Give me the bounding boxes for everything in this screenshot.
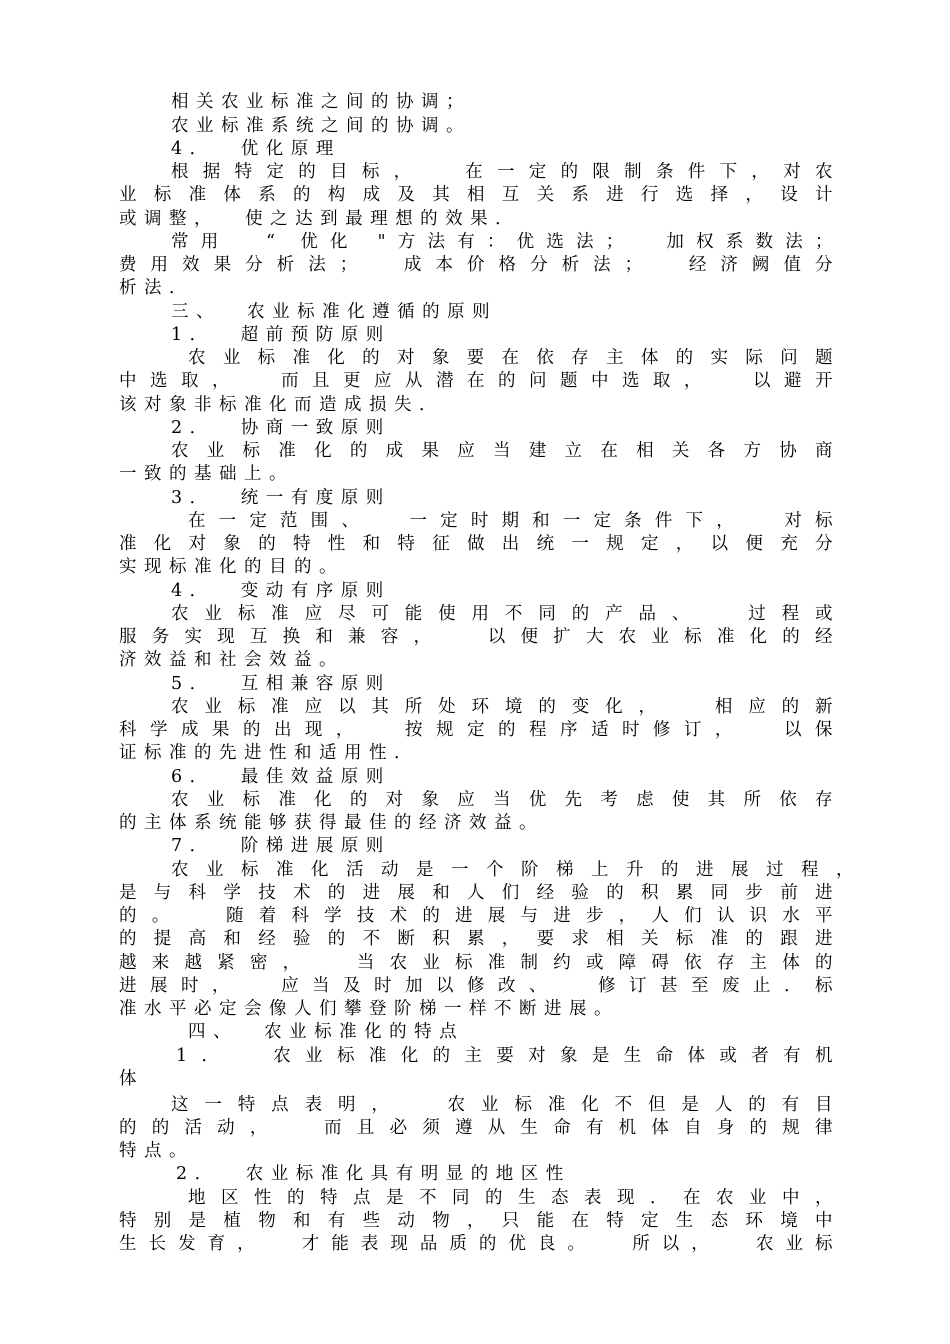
subsection-heading: 4． 变动有序原则 [171,581,391,601]
text-line: 体 [119,1069,144,1089]
section-heading: 4． 优化原理 [171,139,341,159]
text-line: 或调整， 使之达到最理想的效果． [119,209,521,229]
text-line: 地区性的特点是不同的生态表现．在农业中， [188,1188,840,1208]
text-line: 业标准体系的构成及其相互关系进行选择，设计 [119,185,840,205]
text-line: 常用 “ 优化 "方法有：优选法； 加权系数法； [171,232,840,252]
text-line: 进展时， 应当及时加以修改、 修订甚至废止．标 [119,976,840,996]
text-line: 证标准的先进性和适用性． [119,743,419,763]
text-line: 农业标准应尽可能使用不同的产品、 过程或 [171,604,840,624]
text-line: 特点。 [119,1141,194,1161]
text-line: 的提高和经验的不断积累，要求相关标准的跟进 [119,929,840,949]
text-line: 农业标准化的成果应当建立在相关各方协商 [171,441,840,461]
text-line: 济效益和社会效益。 [119,650,344,670]
text-line: 服务实现互换和兼容， 以便扩大农业标准化的经 [119,627,840,647]
subsection-heading: 2． 协商一致原则 [171,418,391,438]
text-line: 农业标准化的对象要在依存主体的实际问题 [188,348,840,368]
subsection-heading: 6． 最佳效益原则 [171,767,391,787]
section-heading: 三、 农业标准化遵循的原则 [171,302,498,322]
text-line: 准水平必定会像人们攀登阶梯一样不断进展。 [119,999,619,1019]
text-line: 准化对象的特性和特征做出统一规定，以便充分 [119,534,840,554]
text-line: 的主体系统能够获得最佳的经济效益。 [119,813,544,833]
subsection-heading: 3． 统一有度原则 [171,488,391,508]
subsection-heading: 7． 阶梯进展原则 [171,836,391,856]
text-line: 农业标准化的对象应当优先考虑使其所依存 [171,790,840,810]
text-line: 科学成果的出现， 按规定的程序适时修订， 以保 [119,720,840,740]
text-line: 的的活动， 而且必须遵从生命有机体自身的规律 [119,1118,840,1138]
text-line: 一致的基础上。 [119,464,294,484]
text-line: 中选取， 而且更应从潜在的问题中选取， 以避开 [119,371,840,391]
text-line: 根据特定的目标， 在一定的限制条件下，对农 [171,162,840,182]
subsection-heading: 2． 农业标准化具有明显的地区性 [176,1164,571,1184]
subsection-heading: 5． 互相兼容原则 [171,674,391,694]
text-line: 农业标准应以其所处环境的变化， 相应的新 [171,697,840,717]
text-line: 的。 随着科学技术的进展与进步，人们认识水平 [119,906,840,926]
text-line: 该对象非标准化而造成损失． [119,395,444,415]
text-line: 特别是植物和有些动物，只能在特定生态环境中 [119,1211,840,1231]
text-line: 是与科学技术的进展和人们经验的积累同步前进 [119,883,840,903]
text-line: 在一定范围、 一定时期和一定条件下， 对标 [188,511,840,531]
text-line: 越来越紧密， 当农业标准制约或障碍依存主体的 [119,953,840,973]
text-line: 农业标准系统之间的协调。 [171,116,471,136]
text-line: 生长发育， 才能表现品质的优良。 所以， 农业标 [119,1234,840,1254]
text-line: 相关农业标准之间的协调； [171,92,471,112]
text-line: 这一特点表明， 农业标准化不但是人的有目 [171,1095,840,1115]
subsection-heading: 1． 农业标准化的主要对象是生命体或者有机 [176,1046,840,1066]
section-heading: 四、 农业标准化的特点 [188,1022,465,1042]
text-line: 实现标准化的目的。 [119,557,344,577]
subsection-heading: 1． 超前预防原则 [171,325,391,345]
text-line: 农业标准化活动是一个阶梯上升的进展过程， [171,860,861,880]
text-line: 费用效果分析法； 成本价格分析法； 经济阙值分 [119,255,840,275]
text-line: 析法． [119,278,194,298]
